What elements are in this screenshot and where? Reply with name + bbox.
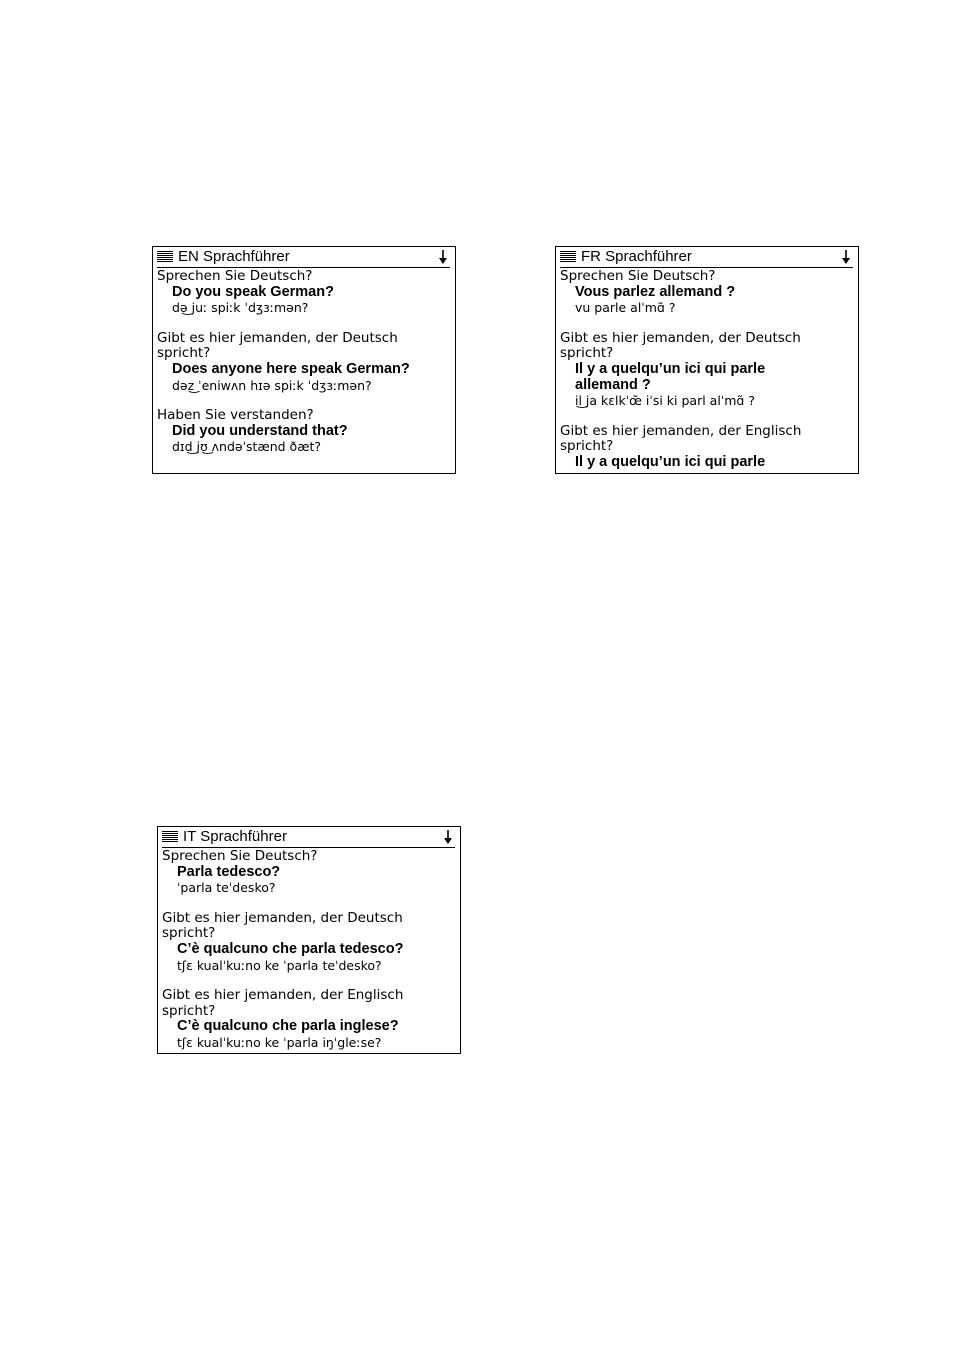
translation-continued: allemand ? (575, 376, 651, 393)
phrase-list (153, 268, 455, 455)
phrase-list (556, 268, 858, 471)
screen-title: FR Sprachführer (581, 248, 692, 265)
german-phrase-continued: spricht? (162, 925, 216, 942)
arrow-down-icon (438, 249, 448, 265)
german-phrase-continued: spricht? (162, 1002, 216, 1019)
phrase-entry[interactable] (157, 331, 451, 393)
german-phrase: Gibt es hier jemanden, der Englisch (162, 987, 404, 1004)
translation: Did you understand that? (172, 422, 348, 439)
screen-title: IT Sprachführer (183, 828, 287, 845)
pronunciation: ˈparla teˈdesko? (177, 880, 276, 896)
translation: Do you speak German? (172, 283, 334, 300)
title-bar (162, 827, 455, 848)
phrasebook-screen-fr (555, 246, 859, 474)
list-icon (157, 251, 173, 263)
phrase-list (158, 848, 460, 1051)
phrase-entry[interactable] (560, 331, 854, 409)
screen-title: EN Sprachführer (178, 248, 290, 265)
german-phrase-continued: spricht? (560, 438, 614, 455)
list-icon (162, 831, 178, 843)
translation: Vous parlez allemand ? (575, 283, 736, 300)
translation: Does anyone here speak German? (172, 360, 410, 377)
german-phrase-continued: spricht? (157, 345, 211, 362)
pronunciation: il͜ ja kɛlkˈœ̃ iˈsi ki parl alˈmɑ̃ ? (575, 393, 755, 409)
phrasebook-screen-en (152, 246, 456, 474)
pronunciation: dəz͜ ˈeniwʌn hɪə spiːk ˈdʒɜːmən? (172, 377, 372, 393)
title-bar (157, 247, 450, 268)
translation: C’è qualcuno che parla tedesco? (177, 940, 404, 957)
pronunciation: tʃɛ kualˈkuːno ke ˈparla teˈdesko? (177, 957, 382, 973)
translation: C’è qualcuno che parla inglese? (177, 1018, 399, 1035)
pronunciation: tʃɛ kualˈkuːno ke ˈparla iŋˈgleːse? (177, 1034, 382, 1050)
list-icon (560, 251, 576, 263)
title-bar (560, 247, 853, 268)
german-phrase: Haben Sie verstanden? (157, 407, 314, 424)
phrasebook-screen-it (157, 826, 461, 1054)
phrase-entry[interactable] (162, 849, 456, 896)
german-phrase: Gibt es hier jemanden, der Deutsch (560, 329, 801, 346)
pronunciation: dɪd͜ jʊ͜ ʌndəˈstænd ðæt? (172, 439, 322, 455)
phrase-entry[interactable] (162, 988, 456, 1050)
pronunciation: vu parle alˈmɑ̃ ? (575, 300, 676, 316)
german-phrase: Gibt es hier jemanden, der Deutsch (157, 329, 398, 346)
translation: Parla tedesco? (177, 863, 281, 880)
arrow-down-icon (841, 249, 851, 265)
german-phrase: Gibt es hier jemanden, der Englisch (560, 422, 802, 439)
phrase-entry[interactable] (560, 424, 854, 471)
german-phrase: Sprechen Sie Deutsch? (157, 268, 313, 284)
translation: Il y a quelqu’un ici qui parle (575, 360, 766, 377)
phrase-entry[interactable] (162, 911, 456, 973)
german-phrase: Sprechen Sie Deutsch? (162, 848, 318, 864)
phrase-entry[interactable] (560, 269, 854, 316)
translation: Il y a quelqu’un ici qui parle (575, 453, 766, 470)
arrow-down-icon (443, 829, 453, 845)
phrase-entry[interactable] (157, 269, 451, 316)
german-phrase: Sprechen Sie Deutsch? (560, 268, 716, 284)
german-phrase: Gibt es hier jemanden, der Deutsch (162, 909, 403, 926)
pronunciation: də͜ juː spiːk ˈdʒɜːmən? (172, 300, 309, 316)
german-phrase-continued: spricht? (560, 345, 614, 362)
phrase-entry[interactable] (157, 408, 451, 455)
